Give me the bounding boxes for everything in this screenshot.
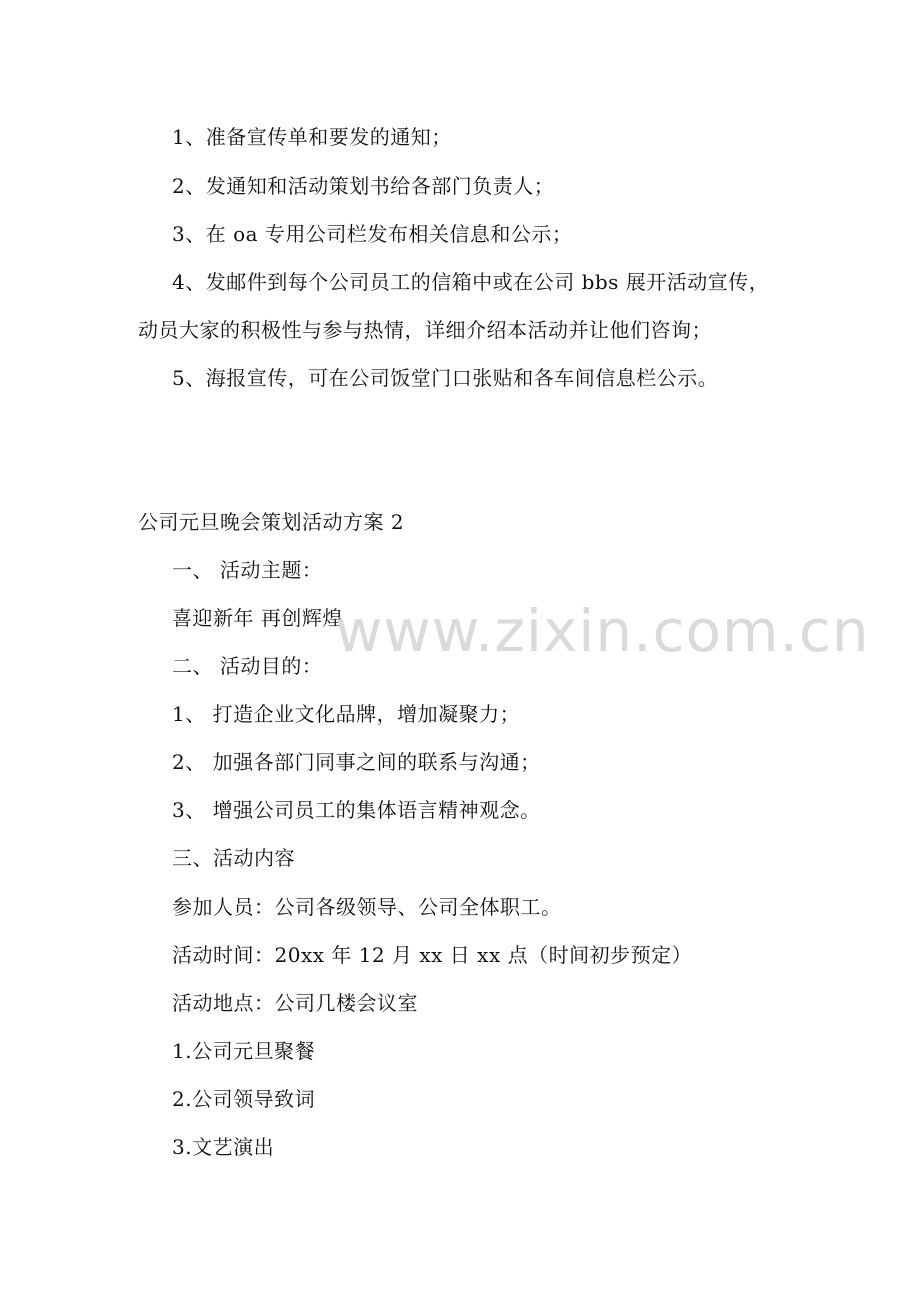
list-item: 4、发邮件到每个公司员工的信箱中或在公司 bbs 展开活动宣传， (172, 270, 770, 294)
theme-text: 喜迎新年 再创辉煌 (172, 606, 343, 630)
list-item: 2、发通知和活动策划书给各部门负责人； (172, 174, 555, 198)
purpose-item: 2、 加强各部门同事之间的联系与沟通； (172, 750, 541, 774)
list-item-continuation: 动员大家的积极性与参与热情，详细介绍本活动并让他们咨询； (138, 318, 712, 342)
participants-text: 参加人员：公司各级领导、公司全体职工。 (172, 895, 562, 919)
program-item: 2.公司领导致词 (172, 1087, 316, 1111)
purpose-heading: 二、 活动目的： (172, 654, 323, 678)
list-item: 5、海报宣传，可在公司饭堂门口张贴和各车间信息栏公示。 (172, 366, 719, 390)
program-item: 3.文艺演出 (172, 1135, 275, 1159)
location-text: 活动地点：公司几楼会议室 (172, 991, 418, 1015)
time-text: 活动时间：20xx 年 12 月 xx 日 xx 点（时间初步预定） (172, 943, 693, 967)
list-item: 1、准备宣传单和要发的通知； (172, 125, 452, 149)
theme-heading: 一、 活动主题： (172, 558, 323, 582)
program-item: 1.公司元旦聚餐 (172, 1039, 316, 1063)
list-item: 3、在 oa 专用公司栏发布相关信息和公示； (172, 222, 573, 246)
watermark: www.zixin.com.cn (335, 597, 870, 665)
purpose-item: 1、 打造企业文化品牌，增加凝聚力； (172, 702, 521, 726)
purpose-item: 3、 增强公司员工的集体语言精神观念。 (172, 798, 541, 822)
section-title: 公司元旦晚会策划活动方案 2 (138, 510, 405, 534)
content-heading: 三、活动内容 (172, 846, 295, 870)
